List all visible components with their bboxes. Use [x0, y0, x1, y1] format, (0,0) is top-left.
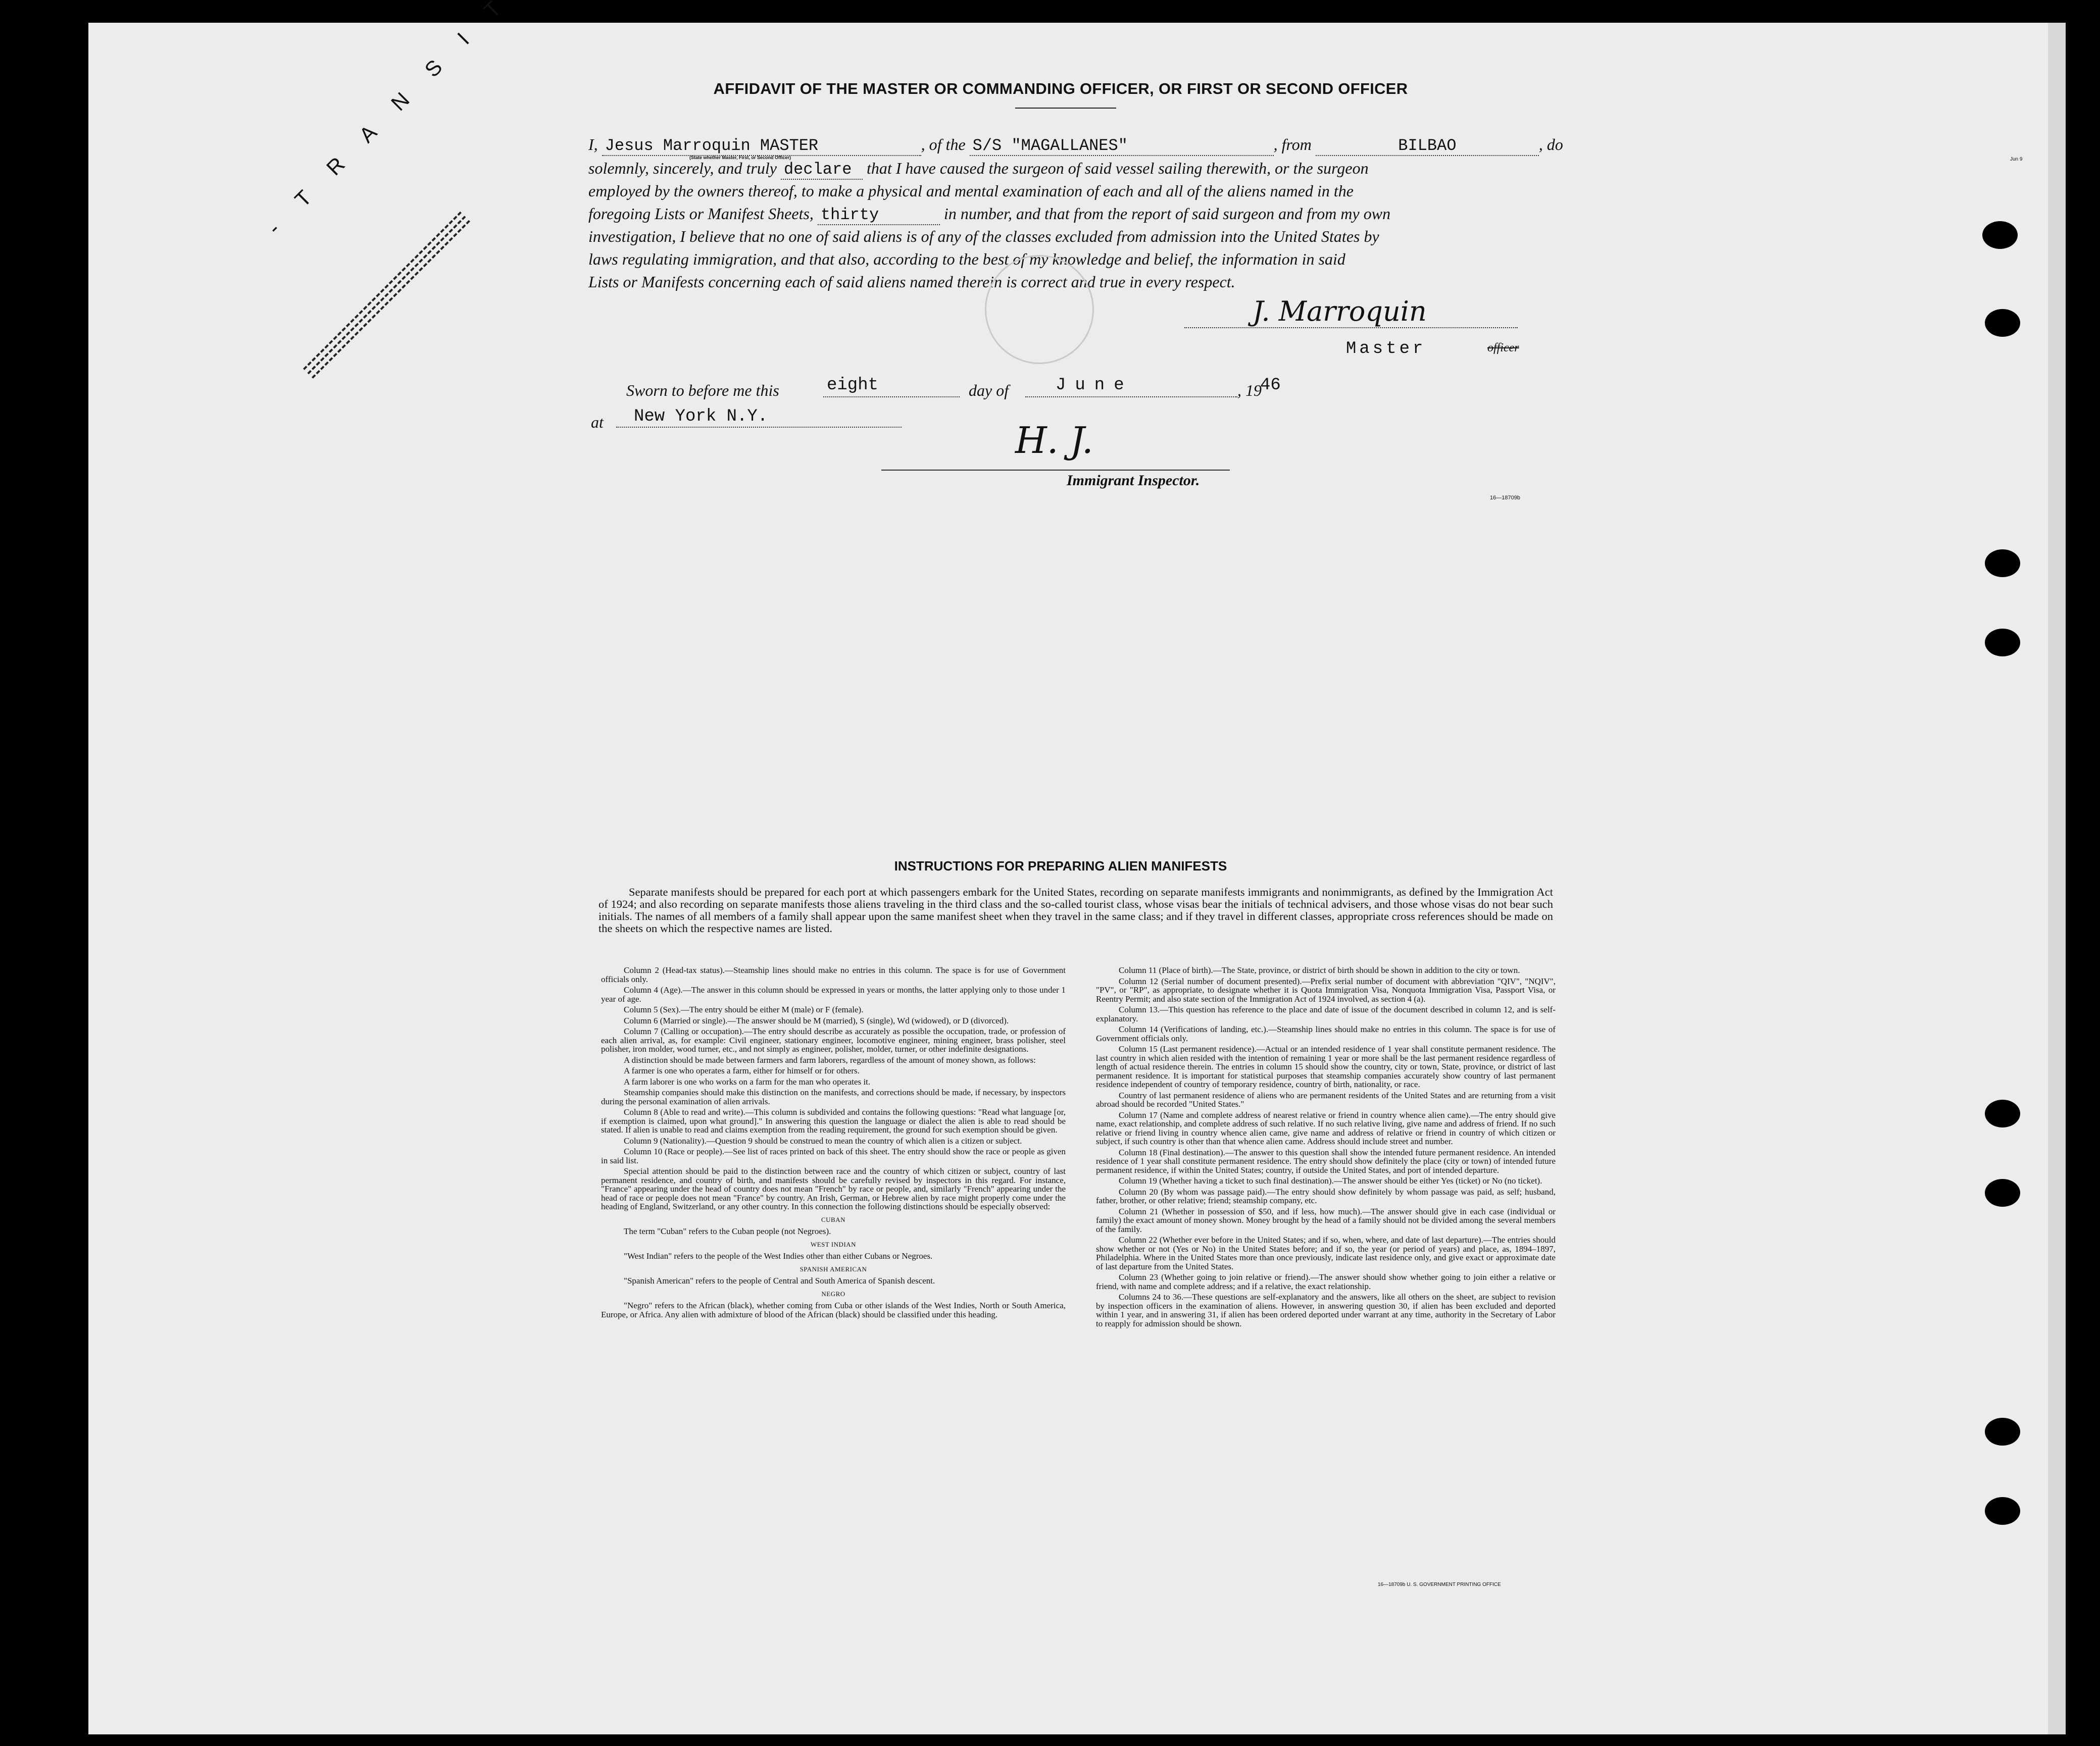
- affidavit-line-7: Lists or Manifests concerning each of said aliens named therein is correct and true in every respect.: [588, 273, 1235, 291]
- paragraph: Column 13.—This question has reference to the place and date of issue of the document described in column 12, and is self-explanatory.: [1096, 1005, 1556, 1023]
- paragraph: Column 23 (Whether going to join relative or friend).—The answer should show whether going to join either a relative or friend, with name and complete address; and if a relative, the exact relationship.: [1096, 1272, 1556, 1291]
- instructions-title: INSTRUCTIONS FOR PREPARING ALIEN MANIFESTS: [894, 858, 1227, 874]
- signature-line: [1184, 327, 1518, 328]
- affidavit-line-2: [588, 159, 1369, 180]
- section-head: NEGRO: [821, 1290, 845, 1298]
- form-number: 16—18709b: [1490, 495, 1520, 501]
- paragraph: Column 4 (Age).—The answer in this column should be expressed in years or months, the latter applying only to those under 1 year of age.: [601, 985, 1066, 1004]
- master-signature: J. Marroquin: [1253, 295, 1427, 327]
- sworn-day: eight: [827, 376, 879, 395]
- title-rule: [1015, 108, 1116, 109]
- paragraph: "West Indian" refers to the people of the West Indies other than either Cubans or Negroes.: [624, 1251, 933, 1261]
- sheet-edge: [2048, 23, 2066, 1734]
- struck-officer: officer: [1487, 341, 1519, 354]
- master-name: Jesus Marroquin MASTER: [602, 136, 921, 156]
- affidavit-line-4: [588, 204, 1390, 225]
- paragraph: Column 2 (Head-tax status).—Steamship lines should make no entries in this column. The space is for use of Government officials only.: [601, 965, 1066, 984]
- day-of-text: day of: [969, 381, 1009, 399]
- paragraph: Country of last permanent residence of aliens who are permanent residents of the United States and are returning from a visit abroad should be recorded "United States.": [1096, 1090, 1556, 1109]
- text: foregoing Lists or Manifest Sheets,: [588, 204, 814, 223]
- paragraph: Column 12 (Serial number of document presented).—Prefix serial number of document with abbreviation "QIV", "NQIV", "PV", or "RP", as appropriate, to designate whether it is Quota Immigration Visa, Nonquota Immigration Visa, Passport Visa, or Reentry Permit; and also state section of the Immigration Act of 1924 involved, as section 4 (a).: [1096, 976, 1556, 1004]
- sworn-text: Sworn to before me this: [626, 381, 779, 399]
- paragraph: Column 19 (Whether having a ticket to such final destination).—The answer should be either Yes (ticket) or No (no ticket).: [1119, 1176, 1542, 1186]
- paragraph: "Negro" refers to the African (black), whether coming from Cuba or other islands of the West Indies, North or South America, Europe, or Africa. Any alien with admixture of blood of the African (black) should be classified under this heading.: [601, 1301, 1066, 1319]
- paragraph: Column 5 (Sex).—The entry should be either M (male) or F (female).: [624, 1005, 864, 1014]
- paragraph: Column 8 (Able to read and write).—This column is subdivided and contains the following questions: "Read what language [or, if exemption is claimed, upon what ground]." In answering this question the language or dialect the alien is able to read should be stated. If alien is unable to read and claims exemption from the reading requirement, the ground for such exemption should be given.: [601, 1107, 1066, 1135]
- place-line: [616, 427, 902, 428]
- paragraph: The term "Cuban" refers to the Cuban people (not Negroes).: [624, 1226, 831, 1236]
- rank-note: (State whether Master, First, or Second Officer): [689, 155, 791, 160]
- paragraph: Columns 24 to 36.—These questions are self-explanatory and the answers, like all others on the sheet, are subject to revision by inspection officers in the examination of aliens. However, in answering question 30, if alien has been excluded and deported within 1 year, and in answering 31, if alien has been ordered deported under warrant at any time, authority in the Secretary of Labor to reapply for admission should be shown.: [1096, 1292, 1556, 1328]
- text: , do: [1538, 135, 1563, 153]
- day-line: [823, 396, 960, 397]
- paragraph: "Spanish American" refers to the people of Central and South America of Spanish descent.: [624, 1276, 935, 1286]
- instructions-left-column: [601, 966, 1066, 1321]
- binder-hole: [1985, 1497, 2020, 1525]
- text: that I have caused the surgeon of said vessel sailing therewith, or the surgeon: [866, 159, 1369, 177]
- paragraph: Column 14 (Verifications of landing, etc.).—Steamship lines should make no entries in this column. The space is for use of Government officials only.: [1096, 1024, 1556, 1043]
- binder-hole: [1985, 1179, 2020, 1207]
- binder-hole: [1985, 629, 2020, 656]
- text: in number, and that from the report of said surgeon and from my own: [943, 204, 1391, 223]
- paragraph: Column 11 (Place of birth).—The State, province, or district of birth should be shown in addition to the city or town.: [1119, 965, 1520, 975]
- section-head: WEST INDIAN: [810, 1240, 857, 1248]
- margin-note: Jun 9: [2010, 157, 2023, 162]
- departure-port: BILBAO: [1316, 136, 1539, 156]
- declare-field: declare: [781, 160, 863, 180]
- faded-ship-seal: [985, 255, 1094, 364]
- paragraph: Column 18 (Final destination).—The answer to this question shall show the intended future permanent residence. An intended residence of 1 year shall constitute permanent residence. The entry should show definitely the place (city or town) of intended future permanent residence, if within the United States; country, if outside the United States, and port of intended departure.: [1096, 1147, 1556, 1175]
- signer-title: Master: [1346, 339, 1426, 358]
- section-head: CUBAN: [821, 1215, 845, 1223]
- text: I,: [588, 135, 598, 153]
- affidavit-line-1: [588, 135, 1563, 156]
- paragraph: A distinction should be made between farmers and farm laborers, regardless of the amount of money shown, as follows:: [624, 1055, 1036, 1065]
- year-prefix: , 19: [1237, 381, 1262, 399]
- affidavit-line-3: employed by the owners thereof, to make a physical and mental examination of each and all of the aliens named in the: [588, 182, 1354, 200]
- inspector-title: Immigrant Inspector.: [1067, 472, 1200, 489]
- paragraph: Special attention should be paid to the distinction between race and the country of which citizen or subject, country of last permanent residence, and country of birth, and manifests should be carefully revised by inspectors in this regard. For instance, "France" appearing under the head of country does not mean "French" by race or people, and, similarly "French" appearing under the head of race or people does not mean "France" by country. An Irish, German, or Hebrew alien by race might properly come under the heading of England, Switzerland, or any other country. In this connection the following distinctions should be especially observed:: [601, 1166, 1066, 1211]
- month-line: [1025, 396, 1237, 397]
- affidavit-title: AFFIDAVIT OF THE MASTER OR COMMANDING OFFICER, OR FIRST OR SECOND OFFICER: [713, 80, 1408, 97]
- paragraph: Column 9 (Nationality).—Question 9 should be construed to mean the country of which alien is a citizen or subject.: [624, 1136, 1022, 1146]
- paragraph: Column 17 (Name and complete address of nearest relative or friend in country whence alien came).—The entry should give name, exact relationship, and complete address of such relative. If no such relative living, give name and address of friend. If no such relative or friend living in country whence alien came, give name and address of relative or friend in country of which citizen or subject, if such country is other than that whence alien came. Address should include street and number.: [1096, 1110, 1556, 1146]
- binder-hole: [1985, 1100, 2020, 1127]
- paragraph: Column 15 (Last permanent residence).—Actual or an intended residence of 1 year shall constitute permanent residence. The last country in which alien resided with the intention of remaining 1 year or more shall be the last permanent residence regardless of length of actual residence therein. The entries in column 15 should show the country, city or town, State, province, or district of last permanent residence. It is important for statistical purposes that steamship companies accurately show country of last permanent residence independent of country of temporary residence, country of birth, nationality, or race.: [1096, 1044, 1556, 1089]
- sworn-month: June: [1056, 376, 1133, 395]
- binder-hole: [1985, 1418, 2020, 1446]
- at-text: at: [591, 413, 604, 431]
- text: solemnly, sincerely, and truly: [588, 159, 777, 177]
- binder-hole: [1985, 309, 2020, 337]
- inspector-line: [881, 470, 1230, 471]
- paragraph: A farm laborer is one who works on a farm for the man who operates it.: [624, 1076, 871, 1087]
- sworn-place: New York N.Y.: [634, 407, 768, 426]
- binder-hole: [1985, 549, 2020, 577]
- sheet-count: thirty: [818, 206, 940, 225]
- paragraph: A farmer is one who operates a farm, either for himself or for others.: [624, 1066, 860, 1075]
- paragraph: Steamship companies should make this distinction on the manifests, and corrections should be made, if necessary, by inspectors during the personal examination of alien arrivals.: [601, 1088, 1066, 1106]
- inspector-signature: H. J.: [1015, 419, 1093, 461]
- affidavit-line-5: investigation, I believe that no one of said aliens is of any of the classes excluded from admission into the United States by: [588, 227, 1379, 245]
- instructions-right-column: [1096, 966, 1556, 1330]
- vessel-name: S/S "MAGALLANES": [970, 136, 1274, 156]
- instructions-intro: Separate manifests should be prepared for each port at which passengers embark for the United States, recording on separate manifests immigrants and nonimmigrants, as defined by the Immigration Act of 1924; and also recording on separate manifests those aliens traveling in the third class and the so-called tourist class, whose visas bear the initials of technical advisers, and those whose visas do not bear such initials. The names of all members of a family shall appear upon the same manifest sheet when they travel in the same class; and if they travel in different classes, appropriate cross references should be made on the sheets on which the respective names are listed.: [598, 886, 1553, 935]
- paragraph: Column 6 (Married or single).—The answer should be M (married), S (single), Wd (widowed), or D (divorced).: [624, 1015, 1009, 1025]
- paragraph: Column 21 (Whether in possession of $50, and if less, how much).—The answer should give in each case (individual or family) the exact amount of money shown. Money brought by the head of a family should not be divided among the several members of the family.: [1096, 1206, 1556, 1234]
- paragraph: Column 10 (Race or people).—See list of races printed on back of this sheet. The entry should show the race or people as given in said list.: [601, 1147, 1066, 1165]
- paragraph: Column 22 (Whether ever before in the United States; and if so, when, where, and date of last departure).—The entries should show whether or not (Yes or No) in the United States before; and if so, the year (or period of years) and place, as, 1894–1897, Philadelphia. Where in the United States more than once previously, indicate last residence only, and give exact or approximate date of last departure from the United States.: [1096, 1235, 1556, 1271]
- printing-office-footer: 16—18709b U. S. GOVERNMENT PRINTING OFFICE: [1378, 1582, 1501, 1587]
- paragraph: Column 20 (By whom was passage paid).—The entry should show definitely by whom passage was paid, as self; husband, father, brother, or other relative; friend; steamship company, etc.: [1096, 1187, 1556, 1205]
- affidavit-line-6: laws regulating immigration, and that also, according to the best of my knowledge and belief, the information in said: [588, 250, 1345, 268]
- binder-hole: [1982, 221, 2018, 249]
- sworn-year: 46: [1260, 376, 1281, 395]
- text: , from: [1273, 135, 1312, 153]
- paragraph: Column 7 (Calling or occupation).—The entry should describe as accurately as possible the occupation, trade, or profession of each alien arrival, as, for example: Civil engineer, stationary engineer, locomotive engineer, mining engineer, brass polisher, steel polisher, iron molder, wood turner, etc., and not simply as engineer, polisher, molder, turner, or other indefinite designations.: [601, 1026, 1066, 1054]
- text: , of the: [921, 135, 966, 153]
- section-head: SPANISH AMERICAN: [799, 1265, 867, 1273]
